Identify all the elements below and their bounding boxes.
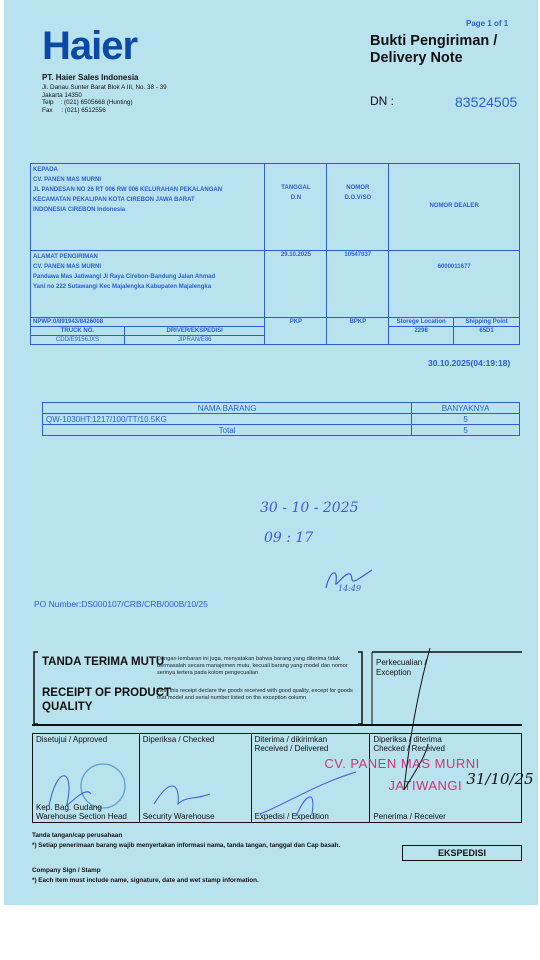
driver-value: JIPRAN/E86 bbox=[177, 337, 212, 343]
po-number: PO Number:DS000107/CRB/CRB/000B/10/25 bbox=[34, 599, 208, 609]
truck-driver-values bbox=[31, 336, 265, 345]
alamat-cell: ALAMAT PENGIRIMAN CV. PANEN MAS MURNI Pandawa Mas Jatiwangi Jl Raya Cirebon-Bandung Jalan Ahmad Yani no 222 Sutawangi Kec Majalengka Kabupaten Majalengka bbox=[31, 251, 265, 318]
handwritten-signature bbox=[320, 560, 380, 600]
haier-logo: Haier bbox=[42, 24, 138, 68]
receipt-text-id: Dengan lembaran ini juga, menyatakan bahwa barang yang diterima tidak bermasalah secara manajemen mutu, kecuali barang yang model dan nomor serinya tertera pada kolom pengecualian bbox=[157, 656, 348, 676]
dn-number: 83524505 bbox=[455, 94, 518, 110]
footer-note-en: *) Each item must include name, signature, date and wet stamp information. bbox=[32, 877, 259, 884]
ekspedisi-box: EKSPEDISI bbox=[402, 845, 522, 861]
printed-timestamp: 30.10.2025(04:19:18) bbox=[428, 358, 511, 368]
footer-sign-id: Tanda tangan/cap perusahaan bbox=[32, 832, 123, 839]
sig-checked: Diperiksa / Checked Security Warehouse bbox=[139, 734, 251, 823]
page-number: Page 1 of 1 bbox=[466, 19, 509, 28]
item-name: QW-1030HT:1217/100/TT/10.5KG bbox=[43, 414, 412, 425]
receiver-stamp-city: JATIWANGI bbox=[388, 778, 463, 793]
sig-approved: Disetujui / Approved Kep. Bag. Gudang Warehouse Section Head bbox=[33, 734, 140, 823]
truck-value: CDD/E9156JXS bbox=[31, 336, 124, 344]
storage-value: 2298 bbox=[389, 327, 454, 345]
shipping-value: 65D1 bbox=[454, 327, 520, 345]
delivery-note-page bbox=[4, 0, 538, 905]
storage-header: Storege Location bbox=[389, 318, 454, 327]
bpkp-cell: BPKP bbox=[327, 318, 389, 345]
handwritten-time: 09 : 17 bbox=[264, 530, 314, 546]
nomor-value: 10547037 bbox=[327, 251, 389, 318]
sig-received: Diperiksa / diterima Checked / Received CV. PANEN MAS MURNI JATIWANGI 31/10/25 Penerima / Receiver bbox=[370, 734, 522, 823]
nomor-header: NOMOR D.O.V/SO bbox=[327, 164, 389, 251]
handwritten-date: 30 - 10 - 2025 bbox=[260, 500, 359, 516]
date-value: 29.10.2025 bbox=[265, 251, 327, 318]
exception-label: Perkecualian / Exception bbox=[376, 658, 427, 677]
items-table bbox=[42, 402, 520, 436]
receipt-text-en: With this receipt declare the goods received with good quality, except for goods that model and serial number listed on the exception column bbox=[157, 688, 353, 701]
table-row bbox=[43, 414, 520, 425]
truck-driver-header bbox=[31, 327, 265, 336]
document-title: Bukti Pengiriman / Delivery Note bbox=[370, 33, 498, 66]
company-name: PT. Haier Sales Indonesia bbox=[42, 73, 139, 82]
dealer-value: 6000011677 bbox=[389, 251, 520, 318]
total-value: 5 bbox=[412, 425, 520, 436]
sig-delivered: Diterima / dikirimkan Received / Delivered Expedisi / Expedition bbox=[251, 734, 370, 823]
receiver-stamp-name: CV. PANEN MAS MURNI bbox=[324, 756, 480, 771]
npwp-cell: NPWP:0/891943/8426008 bbox=[31, 318, 265, 327]
kepada-cell: KEPADA CV. PANEN MAS MURNI JL PANDESAN NO 26 RT 006 RW 006 KELURAHAN PEKALANGAN KECAMATAN PEKALIPAN KOTA CIREBON JAWA BARAT INDONESIA CIREBON Indonesia bbox=[31, 164, 265, 251]
receipt-title-id: TANDA TERIMA MUTU bbox=[42, 656, 165, 668]
dn-label: DN : bbox=[370, 94, 394, 108]
item-qty: 5 bbox=[412, 414, 520, 425]
col-banyaknya: BANYAKNYA bbox=[412, 403, 520, 414]
receiver-signature bbox=[390, 644, 450, 794]
footer-sign-en: Company Sign / Stamp bbox=[32, 867, 101, 874]
info-table bbox=[30, 163, 520, 345]
security-signature bbox=[150, 774, 230, 814]
pkp-cell: PKP bbox=[265, 318, 327, 345]
col-nama-barang: NAMA BARANG bbox=[43, 403, 412, 414]
shipping-header: Shipping Point bbox=[454, 318, 520, 327]
signature-table bbox=[32, 733, 534, 823]
company-address: Jl. Danau Sunter Barat Blok A III, No. 38 - 39 Jakarta 14350 Telp : (021) 6505668 (Hunting) Fax : (021) 6512556 bbox=[42, 84, 167, 114]
receipt-title-en: RECEIPT OF PRODUCT QUALITY bbox=[42, 687, 172, 713]
handwritten-sign-time: 14:49 bbox=[338, 584, 362, 593]
driver-label: DRIVER/EKSPEDISI bbox=[166, 328, 223, 334]
total-label: Total bbox=[43, 425, 412, 436]
dealer-header: NOMOR DEALER bbox=[389, 164, 520, 251]
footer-note-id: *) Setiap penerimaan barang wajib menyertakan informasi nama, tanda tangan, tanggal dan Cap basah. bbox=[32, 842, 341, 849]
truck-label: TRUCK NO. bbox=[31, 327, 124, 335]
tanggal-header: TANGGAL D.N bbox=[265, 164, 327, 251]
receiver-date: 31/10/25 bbox=[466, 770, 534, 788]
